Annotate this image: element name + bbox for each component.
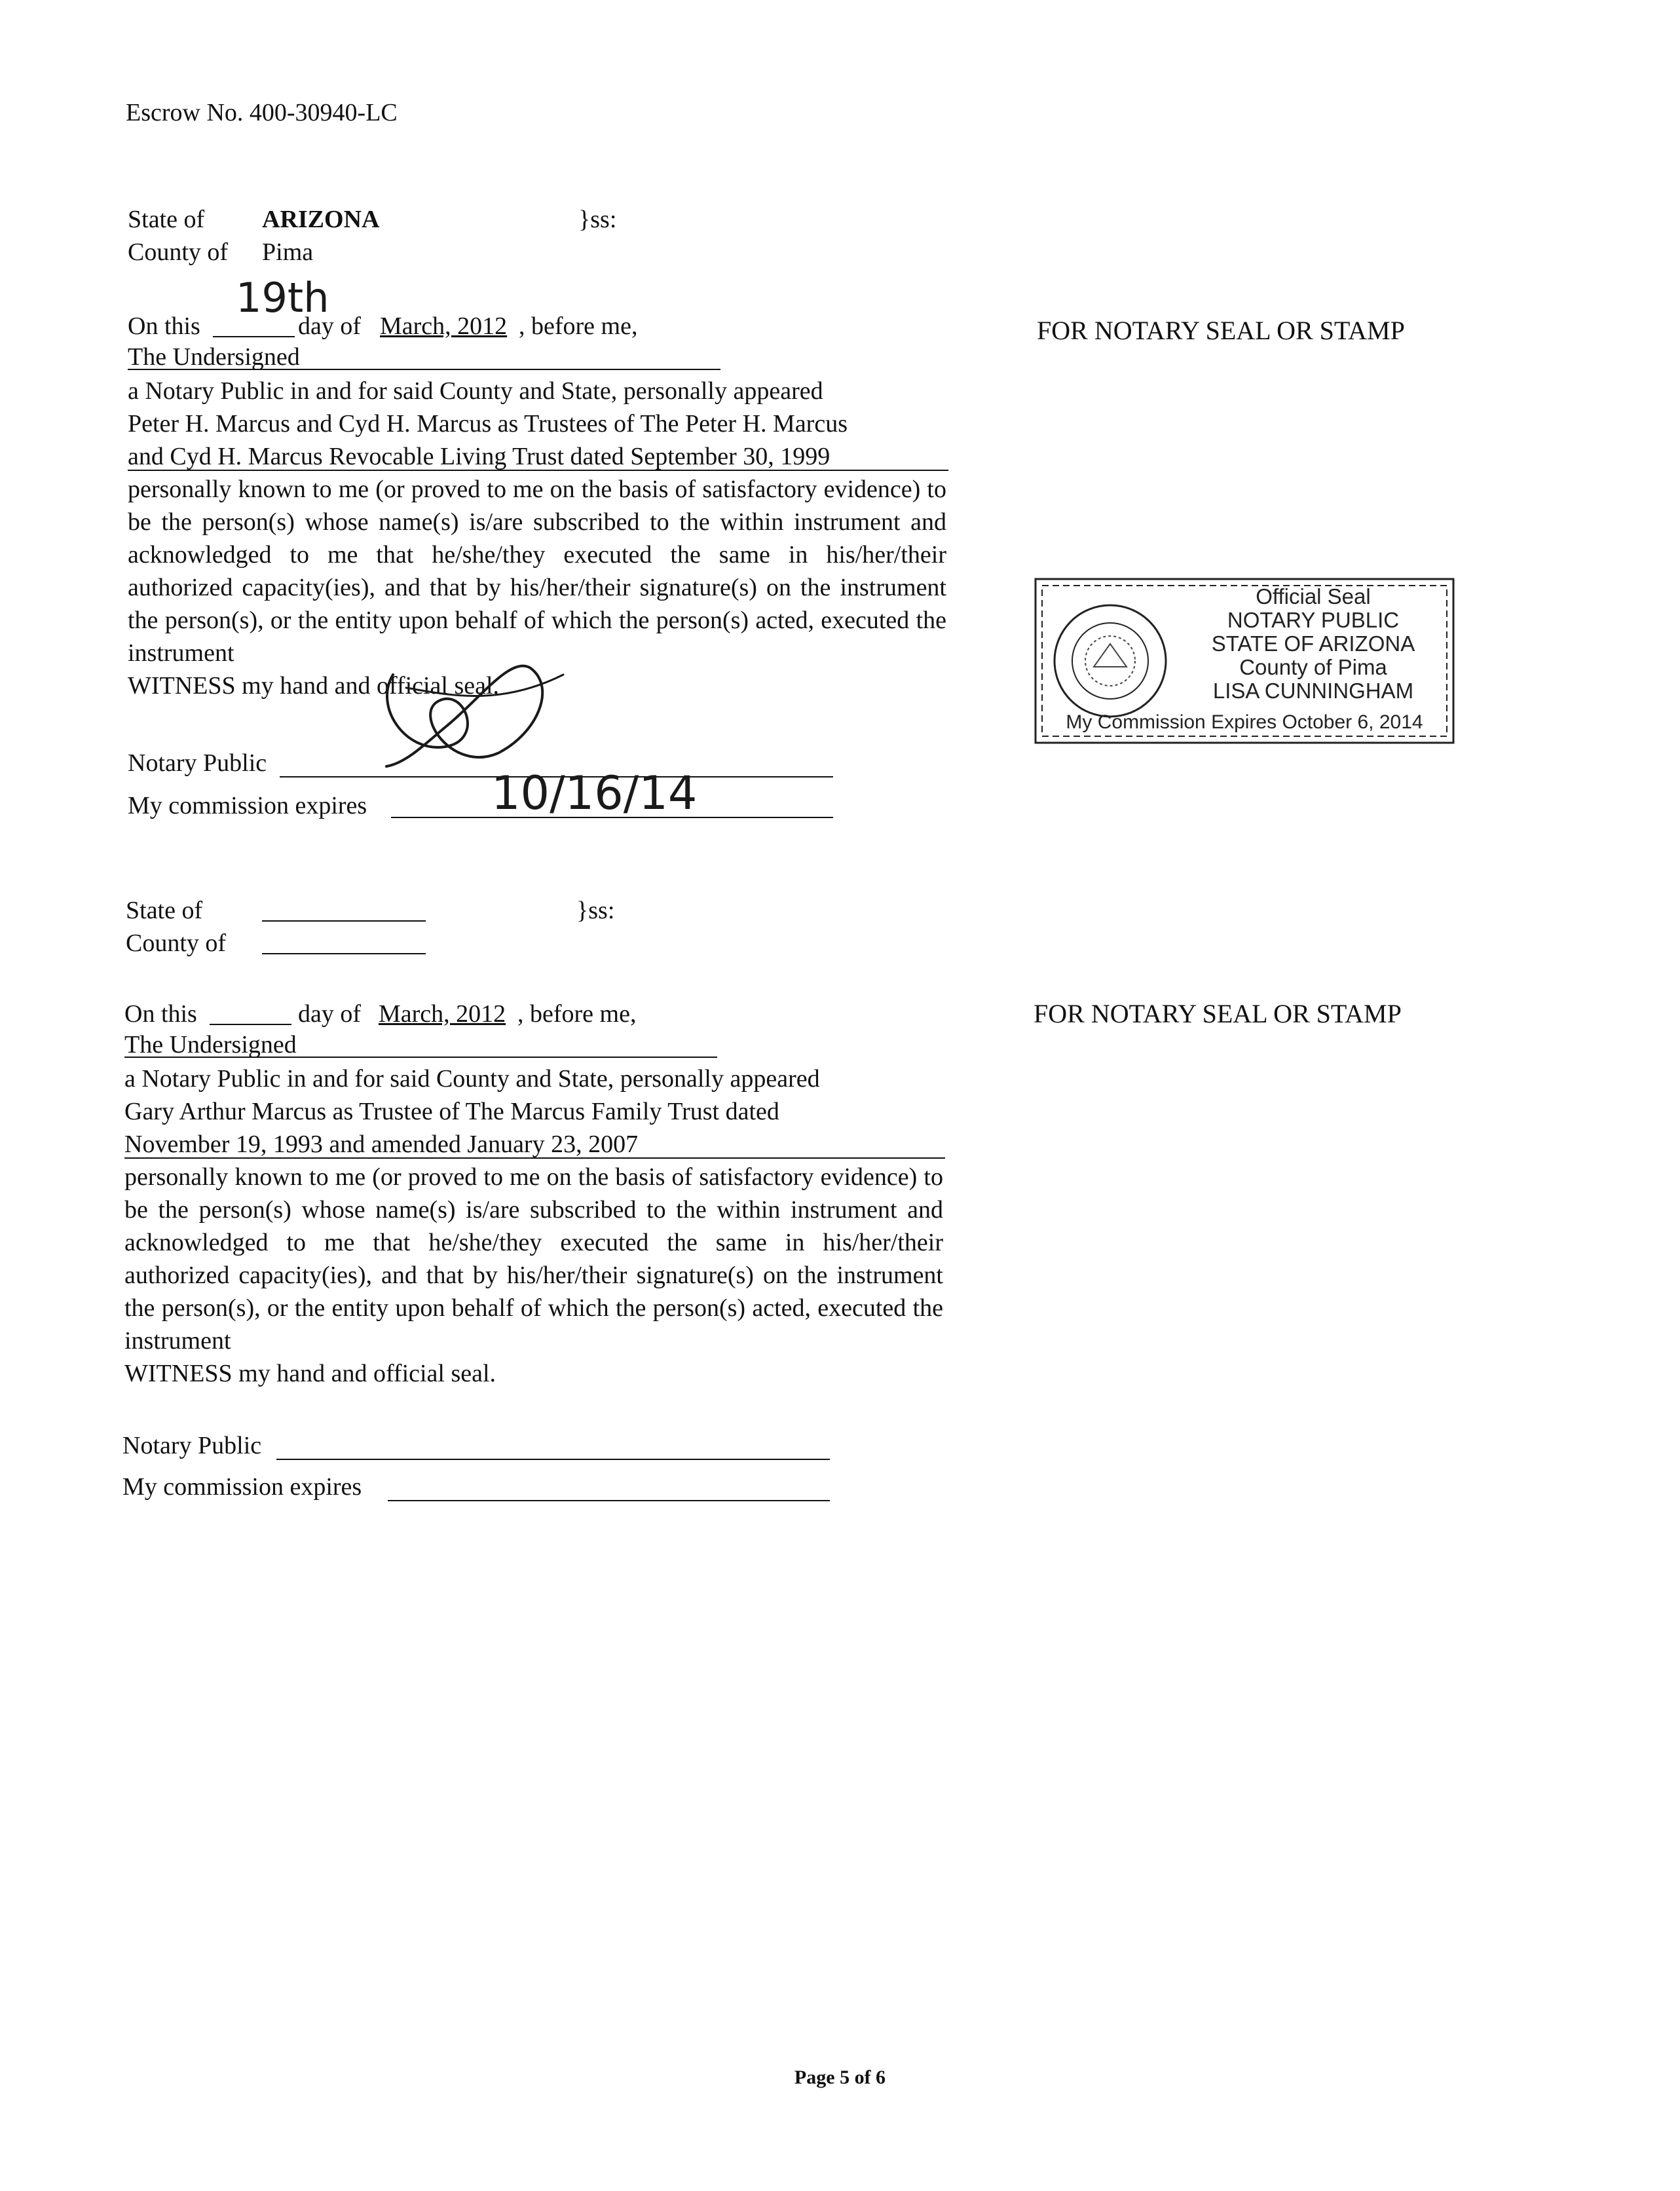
- expires-handwritten: 10/16/14: [491, 766, 698, 820]
- seal-line-5: LISA CUNNINGHAM: [1212, 679, 1414, 703]
- seal-line-6: My Commission Expires October 6, 2014: [1066, 711, 1423, 733]
- county-blank-2: [262, 953, 426, 954]
- day-handwritten: 19th: [236, 274, 329, 322]
- ss-mark: }ss:: [578, 206, 617, 233]
- party-line-1: Peter H. Marcus and Cyd H. Marcus as Trustees of The Peter H. Marcus: [128, 410, 848, 438]
- county-value: Pima: [262, 238, 314, 266]
- state-label: State of: [128, 206, 205, 233]
- state-value: ARIZONA: [262, 206, 380, 233]
- state-label-2: State of: [126, 897, 203, 924]
- commission-expires-line-2: [388, 1500, 830, 1501]
- witness-line-2: WITNESS my hand and official seal.: [124, 1360, 496, 1387]
- stamp-area-label: FOR NOTARY SEAL OR STAMP: [1037, 316, 1405, 345]
- before-me-label-2: , before me,: [517, 1000, 637, 1028]
- notary-seal: [1032, 575, 1457, 747]
- stamp-area-label-2: FOR NOTARY SEAL OR STAMP: [1034, 999, 1402, 1028]
- undersigned-line-2: [124, 1057, 717, 1058]
- county-label-2: County of: [126, 929, 227, 957]
- before-me-label: , before me,: [519, 312, 638, 340]
- commission-expires-label-2: My commission expires: [122, 1473, 362, 1501]
- state-blank-2: [262, 920, 426, 922]
- commission-expires-label: My commission expires: [128, 792, 367, 819]
- party-line-2: and Cyd H. Marcus Revocable Living Trust dated September 30, 1999: [128, 443, 831, 470]
- date-value-2: March, 2012: [379, 1000, 506, 1028]
- witness-line: WITNESS my hand and official seal.: [128, 672, 500, 700]
- on-this-label: On this: [128, 312, 200, 340]
- party-underline: [128, 470, 948, 471]
- party-line-1-b: Gary Arthur Marcus as Trustee of The Marcus Family Trust dated: [124, 1098, 779, 1125]
- seal-line-2: NOTARY PUBLIC: [1227, 608, 1400, 632]
- notary-signature-image: [367, 648, 576, 779]
- undersigned-value-2: The Undersigned: [124, 1031, 297, 1058]
- date-value: March, 2012: [380, 312, 508, 340]
- acknowledgment-body-2: personally known to me (or proved to me on the basis of satisfactory evidence) to be the person(s) whose name(s) is/are subscribed to the within instrument and acknowledged to me that he/she/they executed the same in his/her/their authorized capacity(ies), and that by his/her/their signature(s) on the instrument the person(s), or the entity upon behalf of which the person(s) acted, executed the instrument: [124, 1163, 943, 1355]
- acknowledgment-body: personally known to me (or proved to me on the basis of satisfactory evidence) to be the person(s) whose name(s) is/are subscribed to the within instrument and acknowledged to me that he/she/they executed the same in his/her/their authorized capacity(ies), and that by his/her/their signature(s) on the instrument the person(s), or the entity upon behalf of which the person(s) acted, executed the instrument: [128, 476, 946, 667]
- seal-line-4: County of Pima: [1239, 655, 1387, 679]
- party-line-2-b: November 19, 1993 and amended January 23, 2007: [124, 1131, 639, 1158]
- page-number: Page 5 of 6: [794, 2067, 886, 2088]
- seal-line-1: Official Seal: [1256, 584, 1371, 609]
- notary-public-label: Notary Public: [128, 749, 267, 777]
- notary-public-line-2: [276, 1459, 830, 1460]
- undersigned-value: The Undersigned: [128, 343, 300, 371]
- undersigned-line: [128, 369, 720, 370]
- notary-public-label-2: Notary Public: [122, 1432, 262, 1459]
- on-this-label-2: On this: [124, 1000, 197, 1028]
- day-blank: [213, 336, 295, 337]
- day-of-label-2: day of: [298, 1000, 362, 1028]
- escrow-number: Escrow No. 400-30940-LC: [126, 99, 398, 126]
- seal-line-3: STATE OF ARIZONA: [1211, 631, 1415, 656]
- day-blank-2: [210, 1024, 291, 1025]
- notary-intro: a Notary Public in and for said County and State, personally appeared: [128, 377, 823, 405]
- day-of-label: day of: [298, 312, 362, 340]
- notary-intro-2: a Notary Public in and for said County and State, personally appeared: [124, 1065, 820, 1093]
- county-label: County of: [128, 238, 229, 266]
- party-underline-2: [124, 1157, 945, 1159]
- ss-mark-2: }ss:: [576, 897, 615, 924]
